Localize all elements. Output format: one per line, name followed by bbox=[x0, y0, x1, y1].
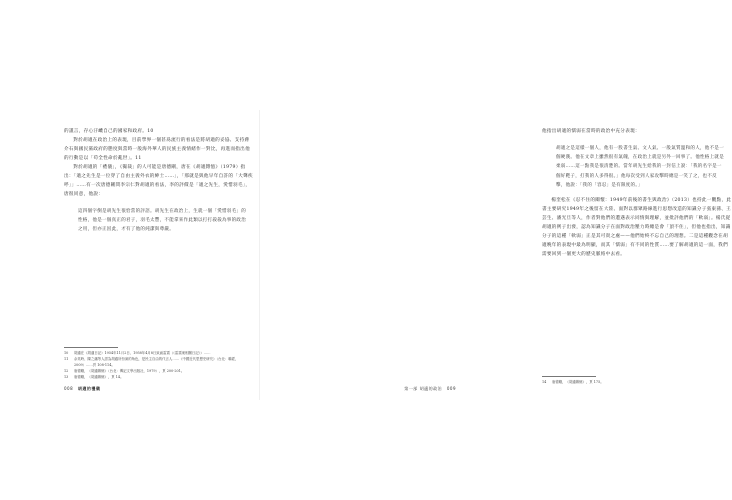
footnote-rule bbox=[64, 347, 118, 348]
paragraph: 他指出胡適的懦弱在當時的政治中充分表現： bbox=[542, 129, 640, 134]
footnote-number: 11 bbox=[64, 356, 69, 361]
footnote-text: 唐德剛，《胡適雜憶》，頁 175。 bbox=[552, 380, 604, 384]
footnote bbox=[64, 375, 254, 381]
paragraph: 楊奎松在《忍不住的關懷：1949年前後的書生與政治》（2013）也持此一觀點，此書主要研究1949年之後留在大陸、面對以群眾路線進行思想改造的知識分子張東蓀、王芸生、潘光旦等人，作者對他們的遭遇表示同情與理解，並批評他們的「軟弱」。楊氏從胡適的例子出發，認為知識分子在面對政治壓力時總是會「頂不住」，但他也指出，知識分子的這種「軟弱」正是其可貴之處——他們始終不忘自己的理想。二是這種觀念在胡適晚年的表現中最為明顯，而其「懦弱」有不同的性質……要了解胡適的這一面，我們需要回到一個更大的歷史脈絡中去看。 bbox=[542, 198, 732, 257]
right-folio bbox=[404, 386, 456, 392]
block-quote: 這四個字倒是胡先生很恰當的評語。胡先生在政治上，生就一個「愛惜羽毛」的性格，他是一個真正的君子，羽毛太豐，不能拿來作此類以打打殺殺為事的政治之用，但亦正因此，才有了他的純潔與尊嚴。 bbox=[78, 208, 246, 233]
footnote-number: 12 bbox=[64, 368, 69, 373]
left-folio bbox=[64, 386, 100, 392]
running-title: 胡適的禮儀 bbox=[77, 386, 101, 391]
footnote-number: 14 bbox=[542, 380, 547, 384]
footnote-number: 13 bbox=[64, 374, 69, 379]
right-footnotes bbox=[542, 376, 732, 386]
right-body-text bbox=[542, 128, 732, 260]
footnote-text: 唐德剛，《胡適雜憶》（台北：傳記文學出版社，1979），頁 200-201。 bbox=[74, 368, 185, 373]
left-body-text bbox=[64, 128, 254, 241]
footnote-rule bbox=[542, 376, 596, 377]
paragraph: 對於胡適的「禮儀」，《獨裁」的人可能是唐德剛，唐在《胡適雜憶》（1979）指出：「適之先生是一位穿了自由主義外衣的紳士……」，「那就是與他早年自許的「大聲疾呼」」……有一次唐德剛問李宗仁對胡適的看法，李的評價是「適之先生，愛惜羽毛」，唐很同意，他說： bbox=[64, 164, 253, 197]
footnote-number: 10 bbox=[64, 351, 69, 355]
block-quote: 胡適之是這樣一個人，他有一股書生氣、文人氣、一般氣質溫和的人，他不是一個硬漢。他在文章上雖然很有氣魄，在政治上就是另外一回事了。他性格上就是柔弱……這一點我是很清楚的。當年胡先生給我的一封信上說：「我的名字是一個好靶子，打我的人多得很。」他每次受到人家攻擊時總是一笑了之，也不反擊，他說：「我的「容忍」是有限度的。」 bbox=[556, 145, 724, 188]
footnote bbox=[542, 380, 732, 386]
page-number: 008 bbox=[64, 386, 74, 391]
left-footnotes bbox=[64, 347, 254, 381]
page-number: 009 bbox=[446, 386, 456, 391]
paragraph: 的謹言，存心汙衊自己的國家和政府。10 bbox=[64, 129, 154, 134]
footnote-text: 余英時、陳之藩等人認為胡適所扮演的角色，是民主自由的代言人……《中國近代思想史研究》（台北：聯經，2009）……頁 108-114。 bbox=[74, 356, 239, 367]
running-title: 第一部 胡適的政治 bbox=[404, 386, 443, 391]
left-page bbox=[0, 0, 260, 500]
footnote-text: 唐德剛，《胡適雜憶》，頁 14。 bbox=[74, 374, 124, 379]
paragraph: 對於胡適在政治上的表現，目前學界一個甚爲流行的看法是將胡適的妥協、支持蔣介石與國民黨政府的態度與當時一般海外華人的民族主義情緒作一對比，再進而指出他的行動是以「苟全性命於亂世」。11 bbox=[64, 137, 250, 161]
footnote-text: 胡適在《胡適日記》1954年11月2日、1958年4月8日致函雷震（《雷震案相關日記》）…… bbox=[74, 351, 211, 355]
footnote bbox=[64, 357, 254, 369]
right-page bbox=[260, 0, 732, 500]
